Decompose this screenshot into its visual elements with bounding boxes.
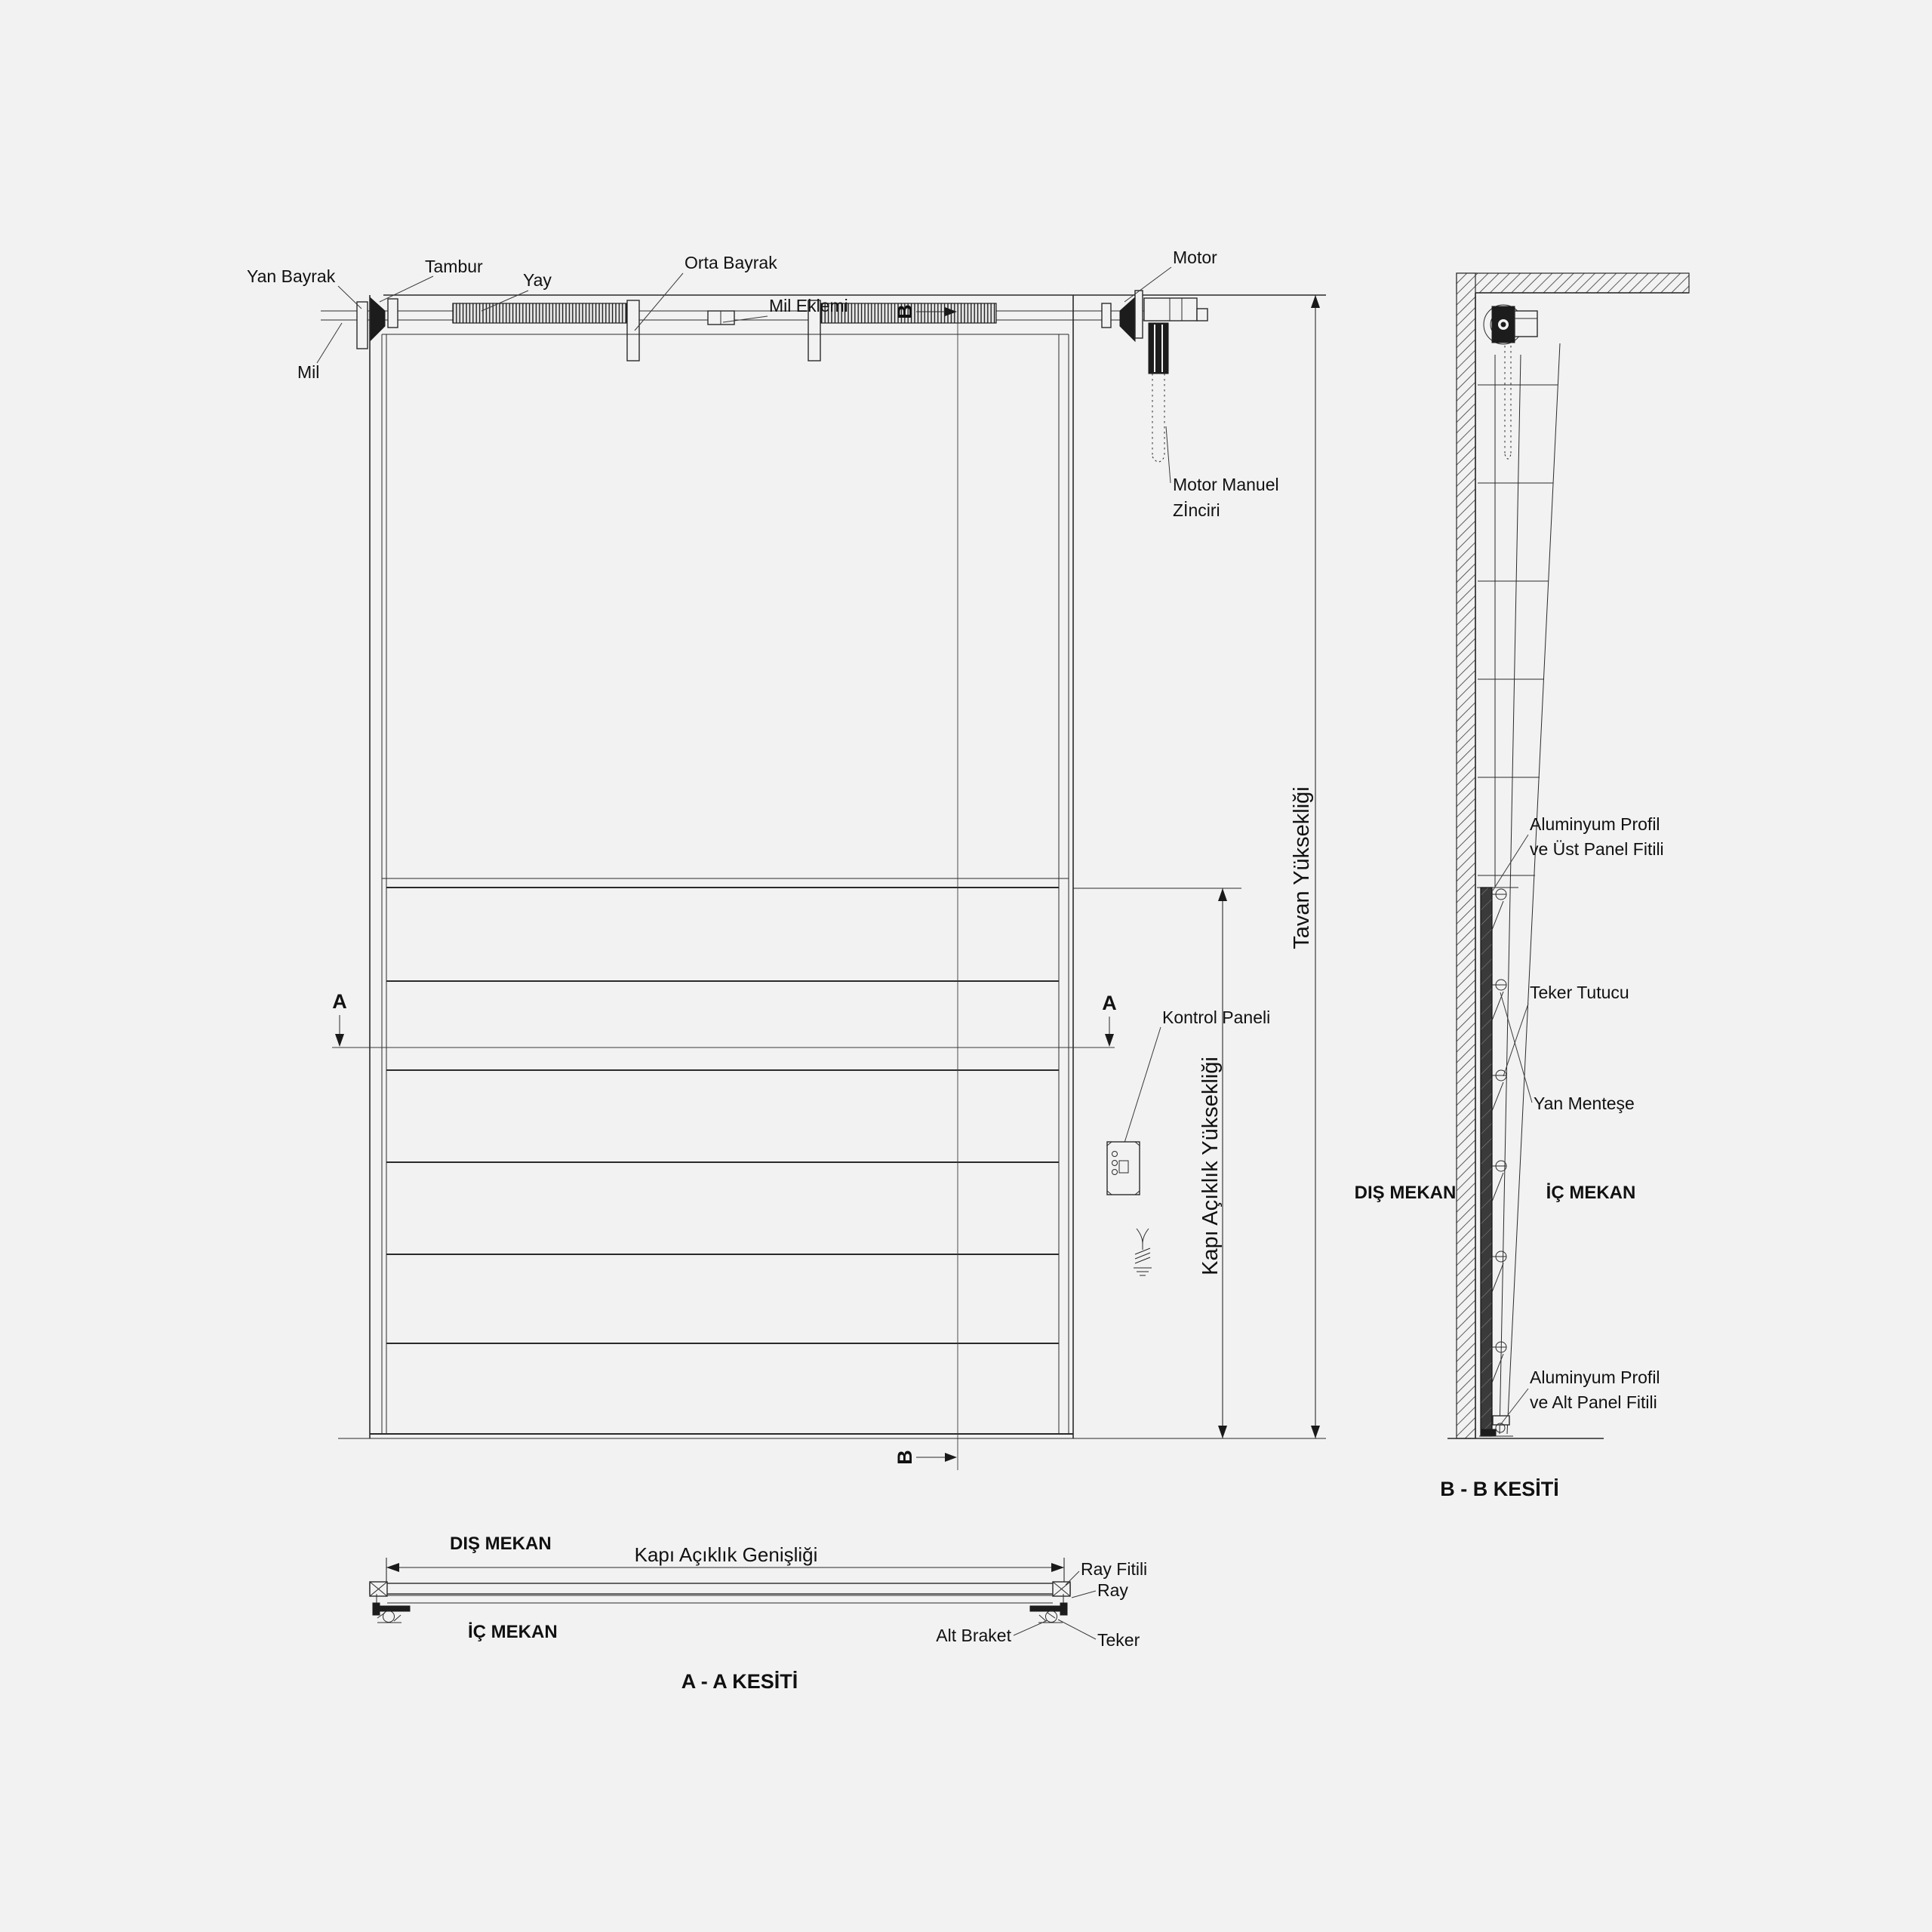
aa-part-labels (936, 1559, 1147, 1650)
front-view (247, 248, 1326, 1470)
motor-label: Motor (1173, 248, 1217, 267)
kapi-acilik-yuksekligi-label: Kapı Açıklık Yüksekliği (1198, 1057, 1223, 1275)
control-panel-box (1107, 1142, 1140, 1195)
left-spring (453, 303, 626, 323)
marker-a-left-letter: A (332, 990, 347, 1013)
bb-motor-unit (1484, 305, 1537, 459)
yay-label: Yay (523, 270, 552, 290)
key-switch-symbol (1134, 1229, 1152, 1275)
marker-b-top-letter: B (894, 304, 916, 319)
mil-label: Mil (297, 362, 320, 382)
motor-unit (1144, 298, 1208, 462)
bb-wall-hatch (1457, 273, 1475, 1438)
section-aa (370, 1534, 1147, 1693)
tavan-yuksekligi-label: Tavan Yüksekliği (1290, 786, 1314, 949)
alu-ust-label-line1: Aluminyum Profil (1530, 814, 1660, 834)
dimension-kapi-acilik-yuksekligi (1073, 888, 1241, 1438)
yan-mentese-label: Yan Menteşe (1534, 1094, 1635, 1113)
bb-dis-mekan-label: DIŞ MEKAN (1354, 1183, 1457, 1203)
alu-ust-label-line2: ve Üst Panel Fitili (1530, 839, 1664, 859)
left-yan-bayrak-plate (357, 302, 368, 349)
aa-right-end-box (1053, 1582, 1070, 1596)
alu-alt-label-line1: Aluminyum Profil (1530, 1367, 1660, 1387)
kapi-acilik-genisligi-label: Kapı Açıklık Genişliği (634, 1543, 818, 1566)
orta-bayrak-plate (627, 300, 639, 361)
aa-panel-slab (370, 1582, 1070, 1603)
teker-tutucu-label: Teker Tutucu (1530, 983, 1629, 1002)
bb-roller-hinges (1492, 889, 1506, 1383)
bb-manual-chain (1505, 346, 1511, 459)
bb-door-panel (1481, 888, 1492, 1436)
section-marker-a-left (332, 990, 347, 1047)
aa-right-bracket (1030, 1594, 1067, 1623)
alu-alt-label-line2: ve Alt Panel Fitili (1530, 1392, 1657, 1412)
teker-label: Teker (1097, 1630, 1140, 1650)
manual-chain (1152, 374, 1164, 462)
ray-fitili-label: Ray Fitili (1081, 1559, 1148, 1579)
aa-left-bracket (373, 1594, 410, 1623)
motor-manuel-label-line1: Motor Manuel (1173, 475, 1279, 494)
right-yan-bayrak-plate (1135, 291, 1143, 338)
aa-left-end-box (370, 1582, 387, 1596)
door-frame-lines (370, 295, 1073, 1438)
aa-title: A - A KESİTİ (681, 1670, 798, 1693)
orta-bayrak-label: Orta Bayrak (685, 253, 777, 272)
kontrol-paneli-label: Kontrol Paneli (1162, 1008, 1271, 1027)
bb-ceiling-hatch (1457, 273, 1689, 293)
marker-a-right-letter: A (1102, 992, 1117, 1014)
section-marker-a-right (1102, 992, 1117, 1047)
mil-eklemi-coupler (708, 311, 734, 325)
motor-manuel-label-line2: Zİnciri (1173, 500, 1220, 520)
floor-lines (338, 1434, 1326, 1438)
marker-b-bottom-letter: B (894, 1450, 916, 1465)
bb-ic-mekan-label: İÇ MEKAN (1546, 1183, 1636, 1203)
bb-title: B - B KESİTİ (1440, 1478, 1559, 1500)
dimension-tavan-yuksekligi (1290, 295, 1320, 1438)
ray-label: Ray (1097, 1580, 1128, 1600)
bb-labels (1355, 814, 1664, 1425)
left-bearing-plate (388, 299, 398, 328)
alt-braket-label: Alt Braket (936, 1626, 1011, 1645)
right-tambur-drum (1120, 297, 1135, 341)
tambur-label: Tambur (425, 257, 483, 276)
section-bb (1355, 273, 1689, 1500)
yan-bayrak-label: Yan Bayrak (247, 266, 336, 286)
right-bearing-plate (1102, 303, 1111, 328)
front-view-labels (247, 248, 1279, 1143)
chain-housing (1149, 323, 1168, 374)
shaft-assembly (321, 291, 1326, 462)
mil-eklemi-label: Mil Eklemi (769, 296, 848, 315)
section-a-cut-line (332, 990, 1117, 1048)
aa-ic-mekan-label: İÇ MEKAN (468, 1622, 558, 1642)
aa-dis-mekan-label: DIŞ MEKAN (450, 1534, 552, 1554)
section-marker-b-bottom (894, 1450, 957, 1465)
